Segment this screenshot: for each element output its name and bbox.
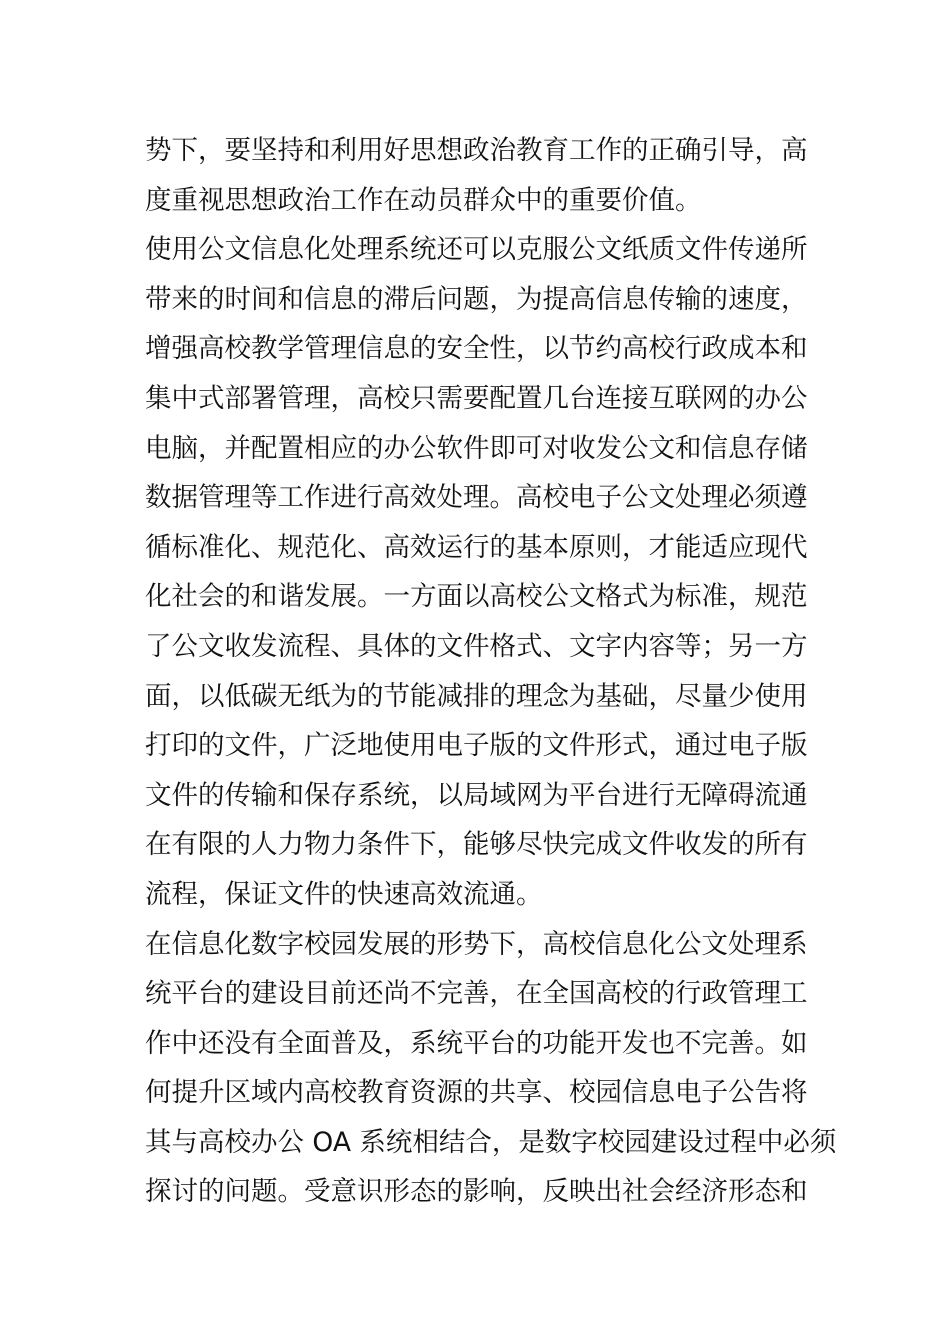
text-line: 循标准化、规范化、高效运行的基本原则，才能适应现代	[145, 531, 808, 563]
text-line: 作中还没有全面普及，系统平台的功能开发也不完善。如	[145, 1027, 808, 1059]
text-line: 文件的传输和保存系统，以局域网为平台进行无障碍流通	[145, 779, 808, 811]
text-line: 集中式部署管理，高校只需要配置几台连接互联网的办公	[145, 382, 808, 414]
text-line: 其与高校办公 OA 系统相结合，是数字校园建设过程中必须	[145, 1126, 837, 1158]
text-line: 探讨的问题。受意识形态的影响，反映出社会经济形态和	[145, 1176, 808, 1208]
text-line: 化社会的和谐发展。一方面以高校公文格式为标准，规范	[145, 581, 808, 613]
text-line: 度重视思想政治工作在动员群众中的重要价值。	[145, 184, 702, 216]
text-line: 打印的文件，广泛地使用电子版的文件形式，通过电子版	[145, 730, 808, 762]
text-line: 增强高校教学管理信息的安全性，以节约高校行政成本和	[145, 333, 808, 365]
body-text	[145, 126, 837, 1217]
text-line: 流程，保证文件的快速高效流通。	[145, 878, 543, 910]
text-line: 在信息化数字校园发展的形势下，高校信息化公文处理系	[145, 928, 808, 960]
text-line: 了公文收发流程、具体的文件格式、文字内容等；另一方	[145, 630, 808, 662]
text-line: 面，以低碳无纸为的节能减排的理念为基础，尽量少使用	[145, 680, 808, 712]
text-line: 何提升区域内高校教育资源的共享、校园信息电子公告将	[145, 1077, 808, 1109]
text-line: 带来的时间和信息的滞后问题，为提高信息传输的速度，	[145, 283, 808, 315]
text-line: 统平台的建设目前还尚不完善，在全国高校的行政管理工	[145, 978, 808, 1010]
text-line: 势下，要坚持和利用好思想政治教育工作的正确引导，高	[145, 135, 808, 166]
text-line: 在有限的人力物力条件下，能够尽快完成文件收发的所有	[145, 829, 808, 861]
text-line: 使用公文信息化处理系统还可以克服公文纸质文件传递所	[145, 234, 808, 266]
text-line: 数据管理等工作进行高效处理。高校电子公文处理必须遵	[145, 482, 808, 514]
text-line: 电脑，并配置相应的办公软件即可对收发公文和信息存储	[145, 432, 808, 464]
